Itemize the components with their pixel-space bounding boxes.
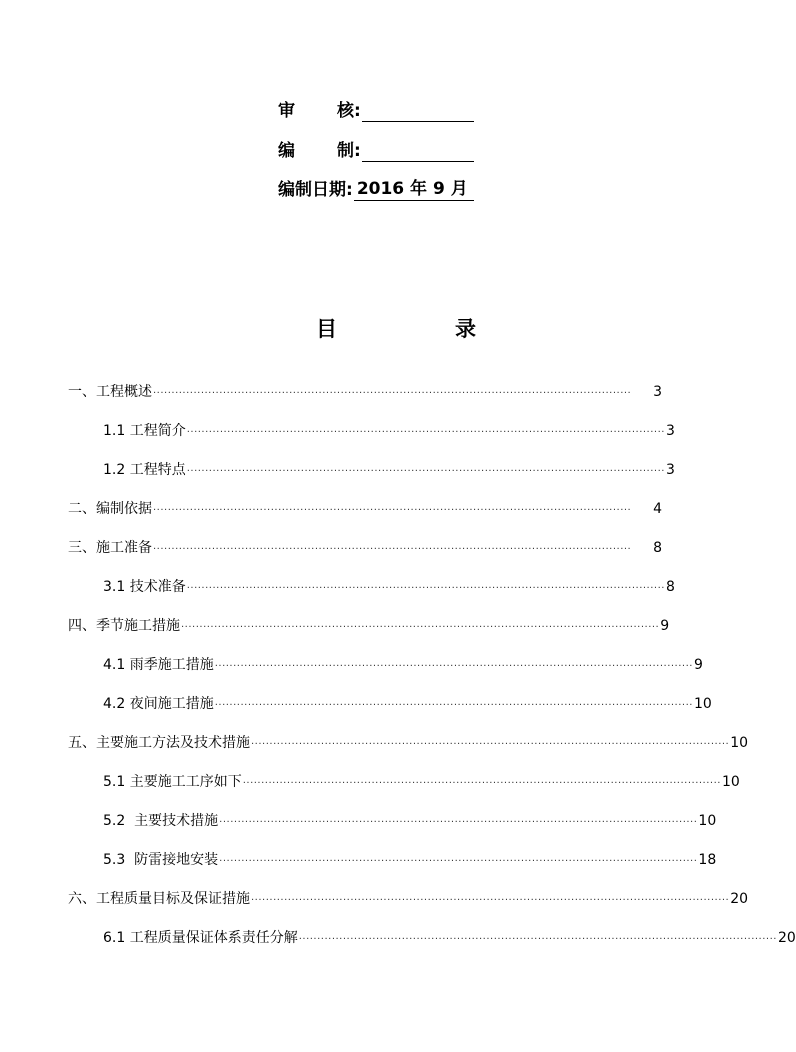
toc-dot-leader: ·································································································································· [251,739,730,750]
toc-entry[interactable] [103,460,675,480]
toc-entry-text: 6.1 工程质量保证体系责任分解 [103,930,298,946]
review-signature-line [278,100,474,122]
compile-date-line [278,178,474,201]
compile-date-colon: : [346,180,353,200]
toc-entry-text: 四、季节施工措施 [68,618,180,634]
toc-entry[interactable] [103,772,740,792]
toc-entry[interactable] [103,850,717,870]
toc-entry-text: 5.3 防雷接地安装 [103,852,219,868]
compile-signature-line [278,140,474,162]
toc-entry[interactable] [68,733,749,753]
toc-dot-leader: ·································································································································· [242,778,721,789]
toc-entry[interactable] [103,655,703,675]
review-label: 审 核 [278,101,354,121]
toc-entry-page: 10 [721,774,740,790]
toc-entry[interactable] [103,811,717,831]
toc-entry[interactable] [68,616,670,636]
toc-entry-text: 五、主要施工方法及技术措施 [68,735,250,751]
toc-entry[interactable] [103,928,796,948]
toc-dot-leader: ·································································································································· [251,895,730,906]
toc-entry-text: 一、工程概述 [68,384,152,400]
toc-entry-text: 5.1 主要施工工序如下 [103,774,242,790]
toc-entry-page: 20 [730,891,749,907]
toc-entry-text: 5.2 主要技术措施 [103,813,219,829]
toc-entry-page: 10 [693,696,712,712]
toc-entry-text: 4.2 夜间施工措施 [103,696,214,712]
toc-dot-leader: ·································································································································· [186,583,665,594]
toc-entry-text: 4.1 雨季施工措施 [103,657,214,673]
toc-entry[interactable] [68,538,662,558]
toc-entry[interactable] [68,499,662,519]
toc-entry-page: 8 [665,579,675,595]
toc-entry-text: 1.1 工程简介 [103,423,186,439]
toc-entry-page: 8 [653,540,662,556]
toc-entry[interactable] [103,421,675,441]
review-colon: : [354,101,361,121]
toc-dot-leader: ·································································································································· [186,466,665,477]
compile-label: 编 制 [278,141,354,161]
toc-entry-text: 3.1 技术准备 [103,579,186,595]
toc-entry-page: 18 [698,852,717,868]
toc-entry-text: 六、工程质量目标及保证措施 [68,891,250,907]
toc-dot-leader: ·································································································································· [153,388,632,399]
toc-entry-page: 10 [730,735,749,751]
toc-dot-leader: ·································································································································· [181,622,660,633]
toc-entry-page: 10 [698,813,717,829]
toc-dot-leader: ·································································································································· [298,934,777,945]
toc-entry-text: 三、施工准备 [68,540,152,556]
compile-date-label: 编制日期 [278,180,346,200]
toc-entry[interactable] [103,694,712,714]
toc-entry-text: 二、编制依据 [68,501,152,517]
toc-entry-page: 3 [653,384,662,400]
toc-entry-page: 9 [693,657,703,673]
toc-entry-page: 20 [777,930,796,946]
toc-entry-page: 4 [653,501,662,517]
compile-blank [362,141,474,162]
toc-dot-leader: ·································································································································· [186,427,665,438]
toc-dot-leader: ·································································································································· [219,856,698,867]
toc-title: 目 录 [316,317,476,341]
review-blank [362,101,474,122]
toc-entry-page: 9 [660,618,670,634]
toc-dot-leader: ·································································································································· [214,700,693,711]
compile-colon: : [354,141,361,161]
toc-dot-leader: ·································································································································· [153,544,632,555]
toc-dot-leader: ·································································································································· [153,505,632,516]
compile-date-value: 2016 年 9 月 [354,178,474,201]
toc-entry-text: 1.2 工程特点 [103,462,186,478]
toc-dot-leader: ·································································································································· [219,817,698,828]
toc-entry[interactable] [68,889,749,909]
toc-dot-leader: ·································································································································· [214,661,693,672]
toc-entry[interactable] [103,577,675,597]
toc-entry-page: 3 [665,423,675,439]
toc-entry-page: 3 [665,462,675,478]
toc-entry[interactable] [68,382,662,402]
